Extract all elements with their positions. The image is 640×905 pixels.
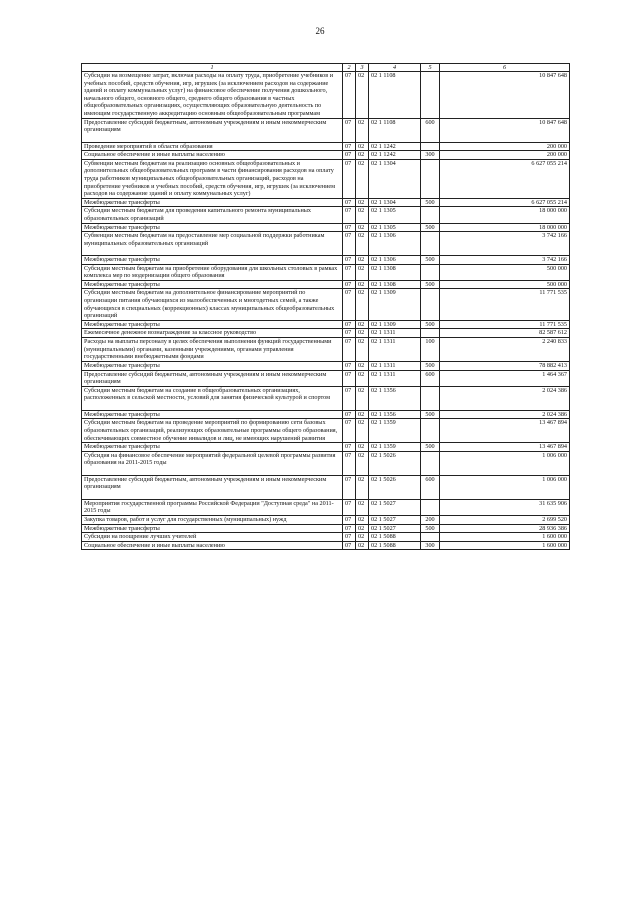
target-article-cell: 02 1 1304 — [369, 198, 421, 207]
target-article-cell: 02 1 1305 — [369, 223, 421, 232]
section-code-cell: 07 — [343, 499, 356, 515]
row-name-cell: Ежемесячное денежное вознаграждение за классное руководство — [82, 329, 343, 338]
row-name-cell: Субсидии местным бюджетам на проведение мероприятий по формированию сети базовых образовательных организаций, реализующих образовательные программы общего образования, обеспечивающих совместное обучение инвалидов и лиц, не имеющих нарушений развития — [82, 419, 343, 443]
subsection-code-cell: 02 — [356, 232, 369, 256]
row-name-cell: Социальное обеспечение и иные выплаты населению — [82, 151, 343, 160]
amount-cell: 2 024 386 — [440, 386, 570, 410]
amount-cell: 500 000 — [440, 280, 570, 289]
target-article-cell: 02 1 1311 — [369, 338, 421, 362]
target-article-cell: 02 1 1359 — [369, 419, 421, 443]
table-row — [82, 151, 570, 160]
section-code-cell: 07 — [343, 329, 356, 338]
expense-type-cell: 500 — [421, 280, 440, 289]
table-row — [82, 142, 570, 151]
section-code-cell: 07 — [343, 320, 356, 329]
row-name-cell: Субсидия на финансовое обеспечение мероприятий федеральной целевой программы развития образования на 2011-2015 годы — [82, 451, 343, 475]
expense-type-cell — [421, 264, 440, 280]
target-article-cell: 02 1 1311 — [369, 362, 421, 371]
table-row — [82, 541, 570, 550]
subsection-code-cell: 02 — [356, 338, 369, 362]
table-row — [82, 159, 570, 198]
column-header: 4 — [369, 64, 421, 72]
target-article-cell: 02 1 5027 — [369, 515, 421, 524]
column-header: 5 — [421, 64, 440, 72]
subsection-code-cell: 02 — [356, 289, 369, 320]
expense-type-cell: 500 — [421, 362, 440, 371]
table-row — [82, 410, 570, 419]
row-name-cell: Межбюджетные трансферты — [82, 443, 343, 452]
section-code-cell: 07 — [343, 289, 356, 320]
subsection-code-cell: 02 — [356, 541, 369, 550]
table-row — [82, 223, 570, 232]
expense-type-cell: 600 — [421, 475, 440, 499]
table-row — [82, 443, 570, 452]
expense-type-cell: 600 — [421, 118, 440, 142]
row-name-cell: Межбюджетные трансферты — [82, 223, 343, 232]
table-row — [82, 264, 570, 280]
expense-type-cell: 100 — [421, 338, 440, 362]
amount-cell: 6 627 055 214 — [440, 198, 570, 207]
amount-cell: 28 936 386 — [440, 524, 570, 533]
table-row — [82, 72, 570, 119]
amount-cell: 18 000 000 — [440, 207, 570, 223]
section-code-cell: 07 — [343, 386, 356, 410]
section-code-cell: 07 — [343, 362, 356, 371]
target-article-cell: 02 1 1359 — [369, 443, 421, 452]
expense-type-cell — [421, 142, 440, 151]
table-row — [82, 419, 570, 443]
subsection-code-cell: 02 — [356, 264, 369, 280]
target-article-cell: 02 1 1306 — [369, 256, 421, 265]
section-code-cell: 07 — [343, 338, 356, 362]
target-article-cell: 02 1 1242 — [369, 151, 421, 160]
section-code-cell: 07 — [343, 419, 356, 443]
section-code-cell: 07 — [343, 256, 356, 265]
row-name-cell: Расходы на выплаты персоналу в целях обеспечения выполнения функций государственными (муниципальными) органами, казенными учреждениями, органами управления государственными внебюджетными фондами — [82, 338, 343, 362]
section-code-cell: 07 — [343, 515, 356, 524]
expense-type-cell: 500 — [421, 320, 440, 329]
table-row — [82, 118, 570, 142]
subsection-code-cell: 02 — [356, 499, 369, 515]
target-article-cell: 02 1 1304 — [369, 159, 421, 198]
row-name-cell: Предоставление субсидий бюджетным, автономным учреждениям и иным некоммерческим организациям — [82, 118, 343, 142]
row-name-cell: Субсидии местным бюджетам на дополнительное финансирование мероприятий по организации питания обучающихся из малообеспеченных и многодетных семей, а также обучающихся в специальных (коррекционных) классах муниципальных общеобразовательных организаций — [82, 289, 343, 320]
section-code-cell: 07 — [343, 72, 356, 119]
section-code-cell: 07 — [343, 142, 356, 151]
amount-cell: 11 771 535 — [440, 320, 570, 329]
target-article-cell: 02 1 5027 — [369, 499, 421, 515]
row-name-cell: Субсидии на поощрение лучших учителей — [82, 533, 343, 542]
row-name-cell: Межбюджетные трансферты — [82, 280, 343, 289]
section-code-cell: 07 — [343, 280, 356, 289]
amount-cell: 10 847 648 — [440, 118, 570, 142]
expense-type-cell — [421, 533, 440, 542]
amount-cell: 6 627 055 214 — [440, 159, 570, 198]
section-code-cell: 07 — [343, 232, 356, 256]
expense-type-cell — [421, 386, 440, 410]
column-header: 6 — [440, 64, 570, 72]
amount-cell: 3 742 166 — [440, 232, 570, 256]
subsection-code-cell: 02 — [356, 151, 369, 160]
subsection-code-cell: 02 — [356, 533, 369, 542]
target-article-cell: 02 1 1311 — [369, 329, 421, 338]
table-row — [82, 362, 570, 371]
table-row — [82, 329, 570, 338]
column-header: 3 — [356, 64, 369, 72]
table-row — [82, 499, 570, 515]
row-name-cell: Закупка товаров, работ и услуг для государственных (муниципальных) нужд — [82, 515, 343, 524]
target-article-cell: 02 1 5026 — [369, 451, 421, 475]
amount-cell: 500 000 — [440, 264, 570, 280]
expense-type-cell: 600 — [421, 370, 440, 386]
row-name-cell: Предоставление субсидий бюджетным, автономным учреждениям и иным некоммерческим организациям — [82, 370, 343, 386]
row-name-cell: Мероприятия государственной программы Российской Федерации "Доступная среда" на 2011-2015 годы — [82, 499, 343, 515]
expense-type-cell — [421, 72, 440, 119]
subsection-code-cell: 02 — [356, 72, 369, 119]
table-row — [82, 320, 570, 329]
table-row — [82, 232, 570, 256]
expense-type-cell — [421, 451, 440, 475]
row-name-cell: Субсидии местным бюджетам на приобретение оборудования для школьных столовых в рамках комплекса мер по модернизации общего образования — [82, 264, 343, 280]
table-row — [82, 256, 570, 265]
row-name-cell: Межбюджетные трансферты — [82, 320, 343, 329]
row-name-cell: Предоставление субсидий бюджетным, автономным учреждениям и иным некоммерческим организациям — [82, 475, 343, 499]
subsection-code-cell: 02 — [356, 142, 369, 151]
subsection-code-cell: 02 — [356, 443, 369, 452]
subsection-code-cell: 02 — [356, 515, 369, 524]
target-article-cell: 02 1 5088 — [369, 541, 421, 550]
section-code-cell: 07 — [343, 475, 356, 499]
table-row — [82, 515, 570, 524]
subsection-code-cell: 02 — [356, 320, 369, 329]
table-row — [82, 280, 570, 289]
expense-type-cell: 500 — [421, 198, 440, 207]
section-code-cell: 07 — [343, 451, 356, 475]
row-name-cell: Субсидии местным бюджетам на создание в общеобразовательных организациях, расположенных в сельской местности, условий для занятия физической культурой и спортом — [82, 386, 343, 410]
expense-type-cell — [421, 159, 440, 198]
budget-table — [81, 63, 570, 550]
target-article-cell: 02 1 1308 — [369, 264, 421, 280]
subsection-code-cell: 02 — [356, 370, 369, 386]
amount-cell: 18 000 000 — [440, 223, 570, 232]
amount-cell: 1 464 367 — [440, 370, 570, 386]
section-code-cell: 07 — [343, 151, 356, 160]
table-row — [82, 524, 570, 533]
target-article-cell: 02 1 1108 — [369, 118, 421, 142]
page-number: 26 — [315, 26, 325, 36]
table-row — [82, 207, 570, 223]
expense-type-cell: 500 — [421, 223, 440, 232]
subsection-code-cell: 02 — [356, 419, 369, 443]
expense-type-cell — [421, 232, 440, 256]
subsection-code-cell: 02 — [356, 410, 369, 419]
row-name-cell: Социальное обеспечение и иные выплаты населению — [82, 541, 343, 550]
expense-type-cell: 500 — [421, 524, 440, 533]
expense-type-cell — [421, 419, 440, 443]
row-name-cell: Межбюджетные трансферты — [82, 362, 343, 371]
subsection-code-cell: 02 — [356, 256, 369, 265]
expense-type-cell: 500 — [421, 256, 440, 265]
target-article-cell: 02 1 1242 — [369, 142, 421, 151]
expense-type-cell — [421, 207, 440, 223]
expense-type-cell: 500 — [421, 443, 440, 452]
amount-cell: 1 006 000 — [440, 475, 570, 499]
subsection-code-cell: 02 — [356, 280, 369, 289]
row-name-cell: Субсидии на возмещение затрат, включая расходы на оплату труда, приобретение учебников и учебных пособий, средств обучения, игр, игрушек (за исключением расходов на содержание зданий и оплату коммунальных услуг) на финансовое обеспечение получения дошкольного, начального общего, основного общего, среднего общего образования в частных общеобразовательных организациях, осуществляющих образовательную деятельность по имеющим государственную аккредитацию основным общеобразовательным программам — [82, 72, 343, 119]
target-article-cell: 02 1 1306 — [369, 232, 421, 256]
section-code-cell: 07 — [343, 159, 356, 198]
amount-cell: 11 771 535 — [440, 289, 570, 320]
subsection-code-cell: 02 — [356, 159, 369, 198]
target-article-cell: 02 1 1309 — [369, 289, 421, 320]
expense-type-cell: 200 — [421, 515, 440, 524]
target-article-cell: 02 1 1108 — [369, 72, 421, 119]
subsection-code-cell: 02 — [356, 451, 369, 475]
section-code-cell: 07 — [343, 533, 356, 542]
amount-cell: 13 467 894 — [440, 443, 570, 452]
row-name-cell: Межбюджетные трансферты — [82, 256, 343, 265]
amount-cell: 2 240 833 — [440, 338, 570, 362]
amount-cell: 2 024 386 — [440, 410, 570, 419]
header-row — [82, 64, 570, 72]
row-name-cell: Субвенции местным бюджетам на реализацию основных общеобразовательных и дополнительных общеобразовательных программ в части финансирования расходов на оплату труда работников муниципальных общеобразовательных организаций, расходов на приобретение учебников и учебных пособий, средств обучения, игр, игрушек (за исключением расходов на содержание зданий и оплату коммунальных услуг) — [82, 159, 343, 198]
table-body — [82, 72, 570, 550]
table-row — [82, 533, 570, 542]
target-article-cell: 02 1 1305 — [369, 207, 421, 223]
target-article-cell: 02 1 5027 — [369, 524, 421, 533]
subsection-code-cell: 02 — [356, 207, 369, 223]
target-article-cell: 02 1 1356 — [369, 410, 421, 419]
amount-cell: 200 000 — [440, 142, 570, 151]
target-article-cell: 02 1 1311 — [369, 370, 421, 386]
amount-cell: 1 600 000 — [440, 541, 570, 550]
amount-cell: 3 742 166 — [440, 256, 570, 265]
section-code-cell: 07 — [343, 370, 356, 386]
amount-cell: 1 600 000 — [440, 533, 570, 542]
subsection-code-cell: 02 — [356, 362, 369, 371]
row-name-cell: Межбюджетные трансферты — [82, 524, 343, 533]
table-row — [82, 451, 570, 475]
section-code-cell: 07 — [343, 443, 356, 452]
column-header: 1 — [82, 64, 343, 72]
table-row — [82, 386, 570, 410]
target-article-cell: 02 1 1356 — [369, 386, 421, 410]
row-name-cell: Межбюджетные трансферты — [82, 410, 343, 419]
table-row — [82, 475, 570, 499]
subsection-code-cell: 02 — [356, 386, 369, 410]
target-article-cell: 02 1 5088 — [369, 533, 421, 542]
section-code-cell: 07 — [343, 410, 356, 419]
section-code-cell: 07 — [343, 223, 356, 232]
subsection-code-cell: 02 — [356, 223, 369, 232]
table-row — [82, 338, 570, 362]
row-name-cell: Проведение мероприятий в области образования — [82, 142, 343, 151]
expense-type-cell — [421, 289, 440, 320]
subsection-code-cell: 02 — [356, 118, 369, 142]
target-article-cell: 02 1 5026 — [369, 475, 421, 499]
amount-cell: 13 467 894 — [440, 419, 570, 443]
expense-type-cell: 300 — [421, 541, 440, 550]
row-name-cell: Субсидии местным бюджетам для проведения капитального ремонта муниципальных образовательных организаций — [82, 207, 343, 223]
table-row — [82, 198, 570, 207]
expense-type-cell: 300 — [421, 151, 440, 160]
expense-type-cell — [421, 329, 440, 338]
amount-cell: 10 847 648 — [440, 72, 570, 119]
amount-cell: 82 587 612 — [440, 329, 570, 338]
table-row — [82, 370, 570, 386]
amount-cell: 78 882 413 — [440, 362, 570, 371]
section-code-cell: 07 — [343, 541, 356, 550]
section-code-cell: 07 — [343, 207, 356, 223]
subsection-code-cell: 02 — [356, 524, 369, 533]
subsection-code-cell: 02 — [356, 475, 369, 499]
subsection-code-cell: 02 — [356, 329, 369, 338]
expense-type-cell — [421, 499, 440, 515]
target-article-cell: 02 1 1308 — [369, 280, 421, 289]
amount-cell: 200 000 — [440, 151, 570, 160]
table-row — [82, 289, 570, 320]
amount-cell: 2 699 520 — [440, 515, 570, 524]
row-name-cell: Межбюджетные трансферты — [82, 198, 343, 207]
expense-type-cell: 500 — [421, 410, 440, 419]
section-code-cell: 07 — [343, 264, 356, 280]
amount-cell: 31 635 906 — [440, 499, 570, 515]
target-article-cell: 02 1 1309 — [369, 320, 421, 329]
subsection-code-cell: 02 — [356, 198, 369, 207]
section-code-cell: 07 — [343, 118, 356, 142]
column-header: 2 — [343, 64, 356, 72]
row-name-cell: Субвенции местным бюджетам на предоставление мер социальной поддержки работникам муниципальных образовательных организаций — [82, 232, 343, 256]
section-code-cell: 07 — [343, 198, 356, 207]
section-code-cell: 07 — [343, 524, 356, 533]
amount-cell: 1 006 000 — [440, 451, 570, 475]
